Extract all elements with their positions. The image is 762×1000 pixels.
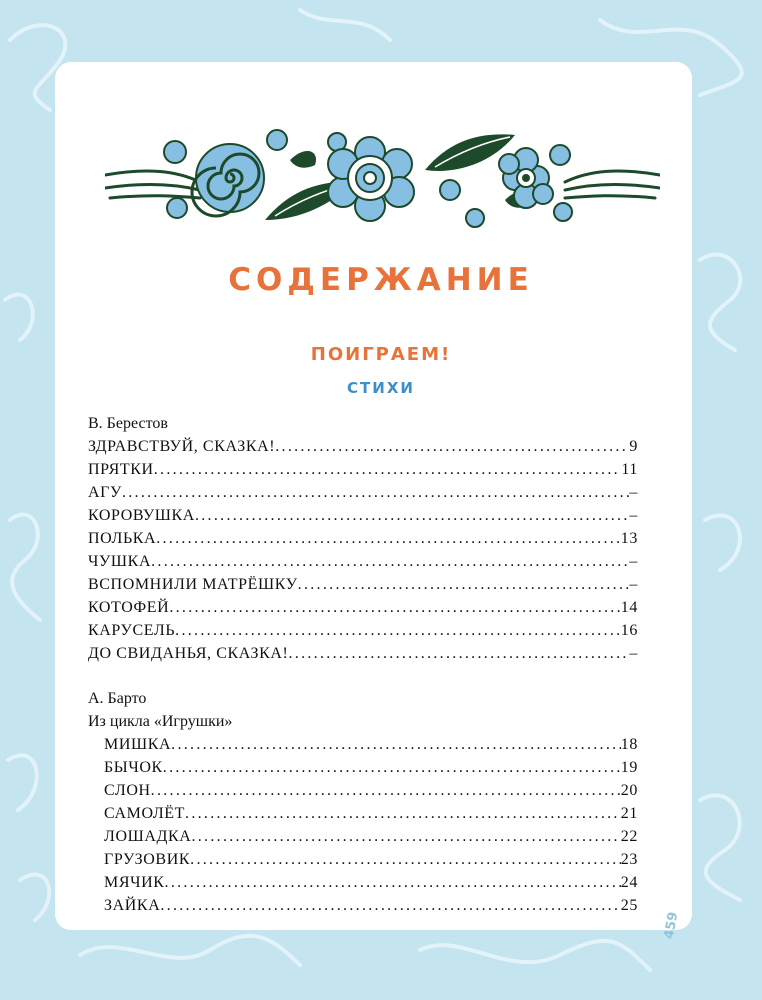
author-name: А. Барто [88,690,147,707]
toc-entry[interactable] [88,573,638,596]
toc-entry-page: 9 [629,438,638,455]
dot-leader [171,733,621,756]
dot-leader [165,871,621,894]
toc-entry-title: ЗДРАВСТВУЙ, СКАЗКА! [88,438,276,455]
toc-entry[interactable] [88,527,638,550]
toc-entry-page: – [629,645,638,662]
dot-leader [156,527,621,550]
toc-entry[interactable] [88,825,638,848]
toc-entry-title: КОРОВУШКА [88,507,195,524]
toc-entry-page: 14 [620,599,638,616]
toc-entry[interactable] [88,779,638,802]
section-title: ПОИГРАЕМ! [310,344,452,365]
toc-entry[interactable] [88,435,638,458]
toc-entry-page: 24 [620,874,638,891]
toc-entry[interactable] [88,756,638,779]
toc-entry-title: ГРУЗОВИК [104,851,191,868]
toc-entry-title: БЫЧОК [104,759,163,776]
dot-leader [288,642,629,665]
dot-leader [195,504,629,527]
dot-leader [151,550,629,573]
toc-entry-title: МИШКА [104,736,172,753]
toc-entry-title: КОТОФЕЙ [88,599,170,616]
toc-entry[interactable] [88,619,638,642]
toc-entry-title: ПОЛЬКА [88,530,157,547]
toc-entry[interactable] [88,504,638,527]
flower-icon [328,137,414,221]
toc-entry[interactable] [88,802,638,825]
dot-leader [151,779,621,802]
dot-leader [185,802,621,825]
author-name: В. Берестов [88,415,168,432]
spiral-icon [192,144,264,216]
dot-leader [275,435,629,458]
toc-entry-title: СЛОН [104,782,151,799]
toc-entry[interactable] [88,458,638,481]
page-number: 459 [661,910,682,941]
toc-entry[interactable] [88,550,638,573]
toc-entry-page: 25 [620,897,638,914]
toc-entry[interactable] [88,894,638,917]
toc-entry-page: – [629,553,638,570]
toc-entry[interactable] [88,848,638,871]
toc-entry[interactable] [88,481,638,504]
toc-entry-title: ДО СВИДАНЬЯ, СКАЗКА! [88,645,289,662]
toc-entry[interactable] [88,596,638,619]
toc-entry-page: 23 [620,851,638,868]
cycle-title: Из цикла «Игрушки» [88,713,233,730]
dot-leader [169,596,620,619]
toc-entry-page: – [629,484,638,501]
toc-entry[interactable] [88,642,638,665]
toc-entry[interactable] [88,871,638,894]
page-title: СОДЕРЖАНИЕ [228,262,534,298]
toc-entry-page: 11 [621,461,638,478]
dot-leader [190,848,621,871]
toc-entry-page: – [629,576,638,593]
toc-entry-title: ПРЯТКИ [88,461,154,478]
toc-entry-page: 18 [620,736,638,753]
dot-leader [298,573,630,596]
toc-entry-title: ЛОШАДКА [104,828,192,845]
subsection-title: СТИХИ [347,379,415,397]
toc-entry-page: 22 [620,828,638,845]
toc-entry-title: МЯЧИК [104,874,165,891]
toc-entry-page: 16 [620,622,638,639]
toc-entry-title: ВСПОМНИЛИ МАТРЁШКУ [88,576,298,593]
dot-leader [191,825,620,848]
floral-ornament [105,120,660,240]
dot-leader [122,481,629,504]
group-spacer [88,665,638,687]
toc-entry-page: 19 [620,759,638,776]
toc-entry-title: САМОЛЁТ [104,805,186,822]
toc-entry-title: КАРУСЕЛЬ [88,622,176,639]
toc-entry-page: – [629,507,638,524]
dot-leader [175,619,621,642]
toc-entry-page: 13 [620,530,638,547]
toc-entry-page: 21 [620,805,638,822]
dot-leader [154,458,622,481]
toc-entry-title: АГУ [88,484,122,501]
table-of-contents [88,412,638,917]
dot-leader [163,756,621,779]
toc-entry-title: ЗАЙКА [104,897,161,914]
toc-entry-title: ЧУШКА [88,553,152,570]
dot-leader [160,894,620,917]
toc-entry-page: 20 [620,782,638,799]
toc-entry[interactable] [88,733,638,756]
